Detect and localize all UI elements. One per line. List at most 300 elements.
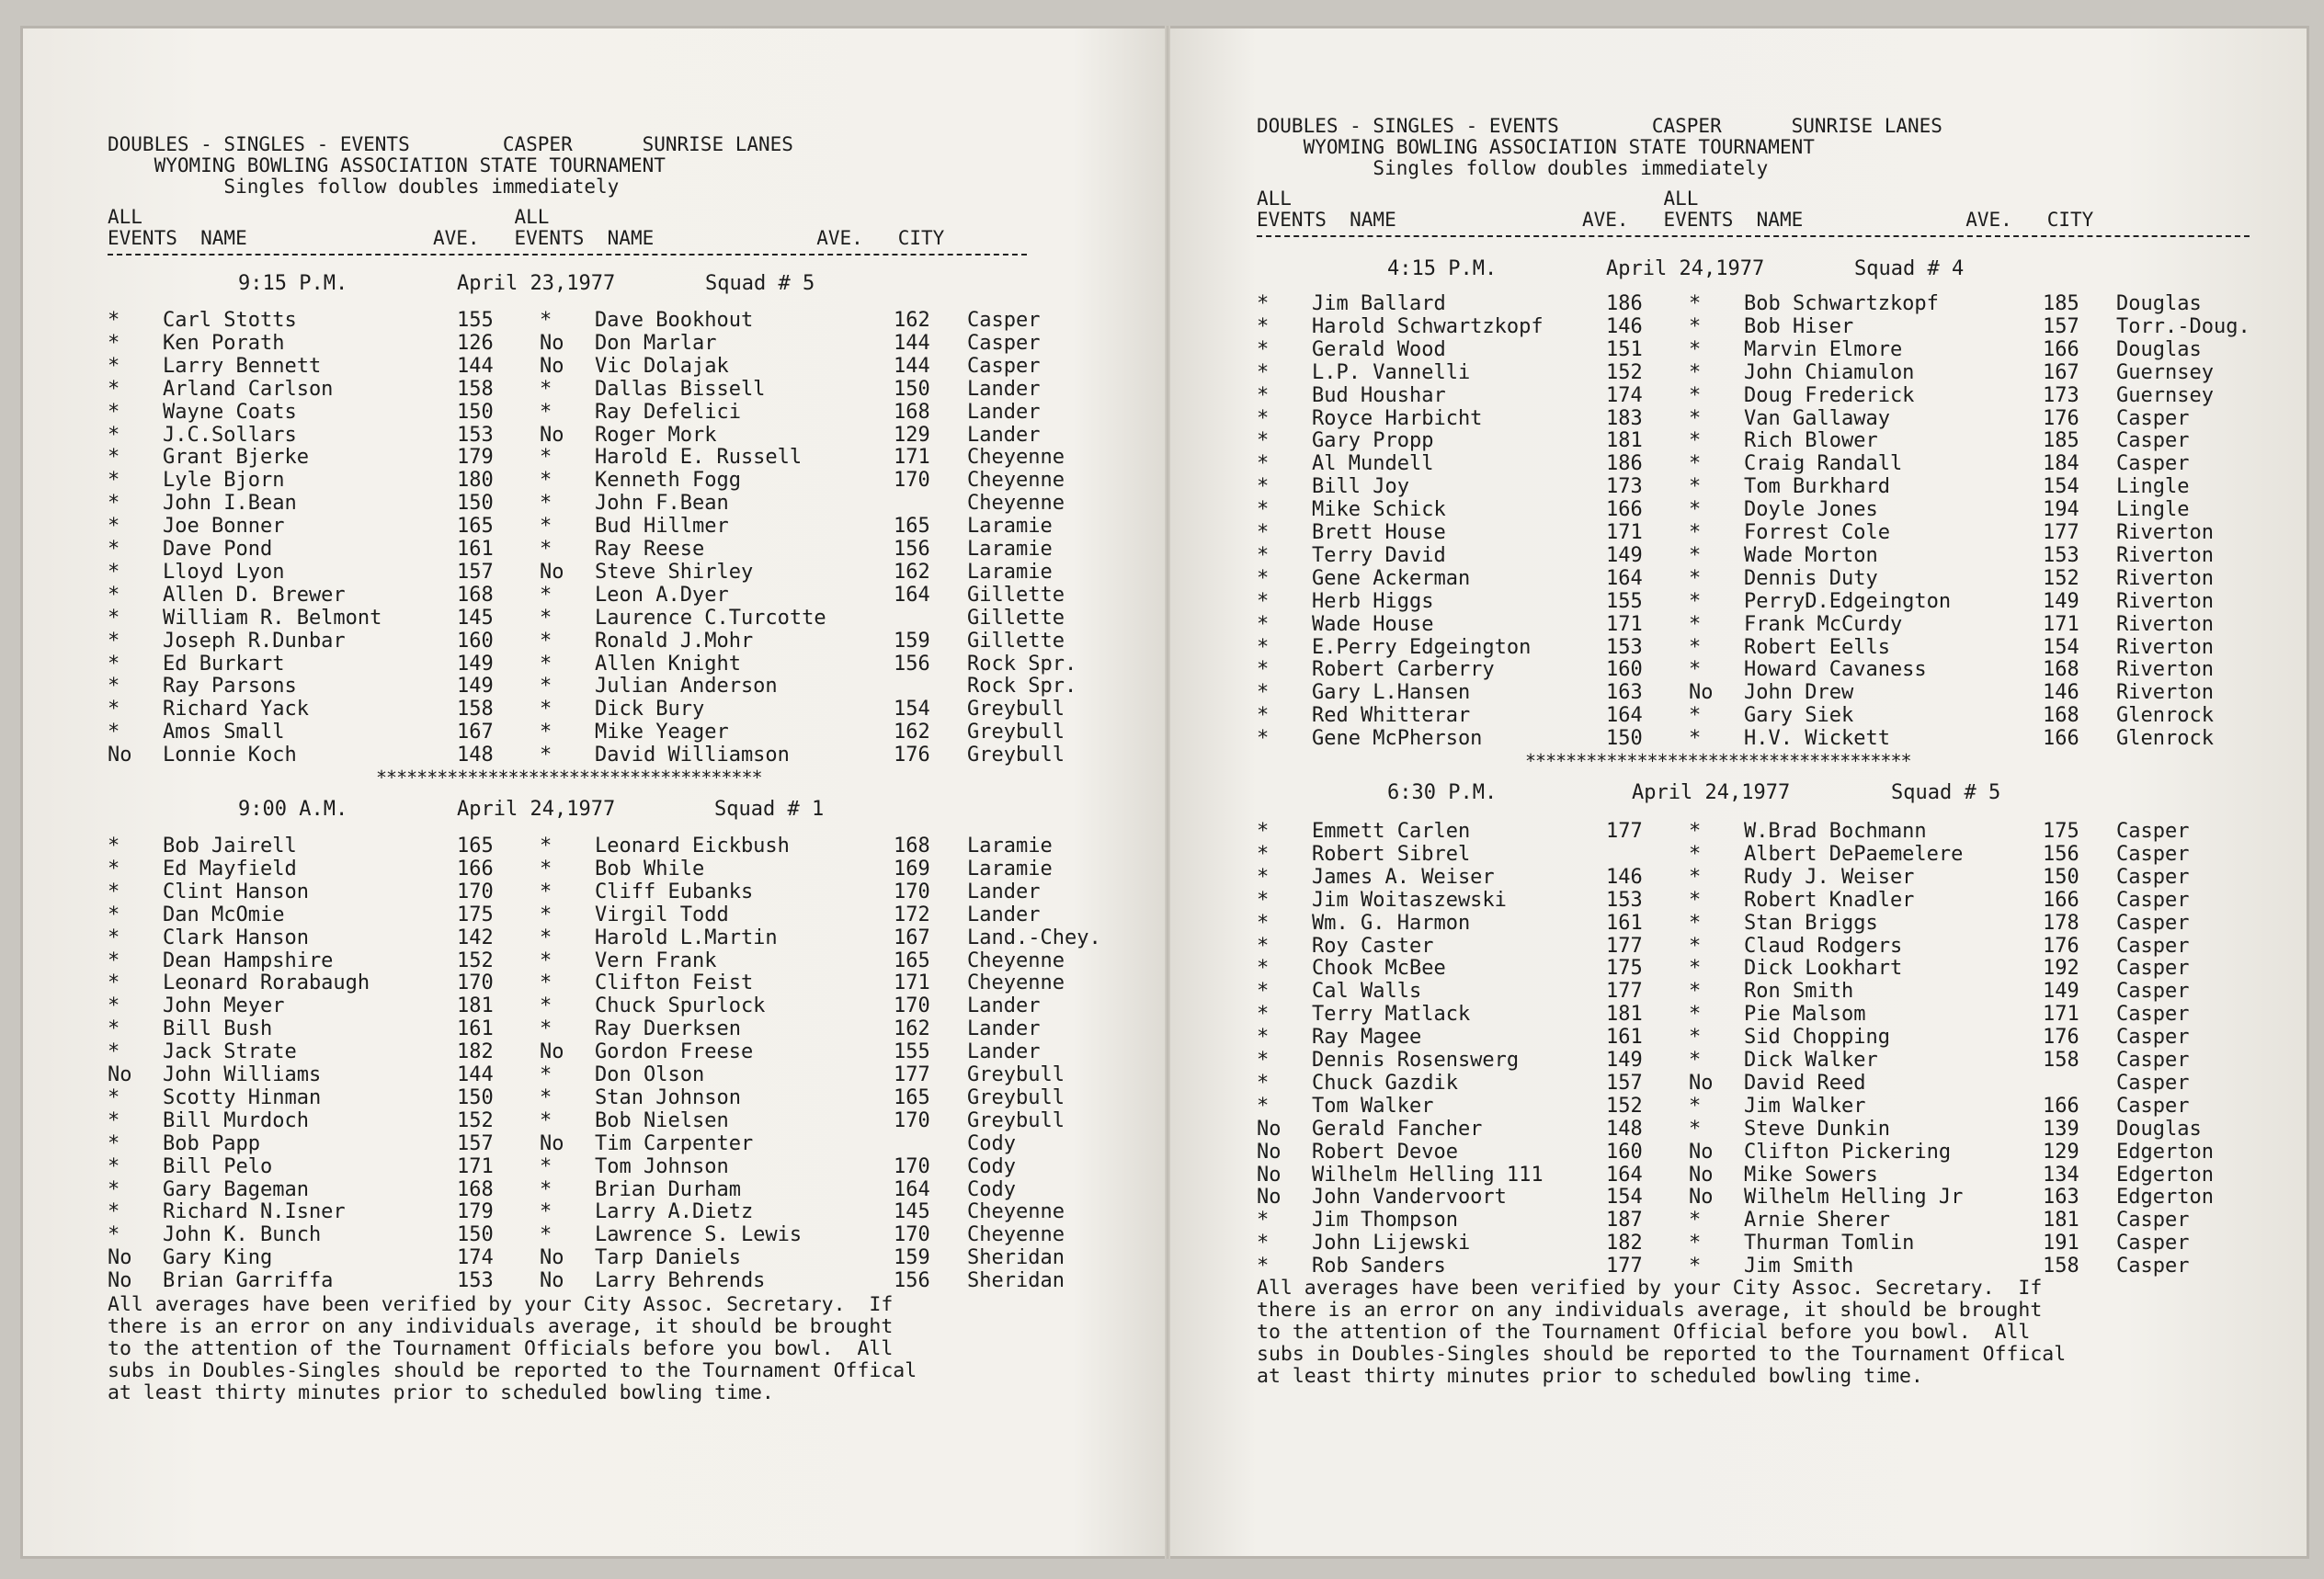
city: Laramie (967, 538, 1053, 561)
all-events-marker: * (1257, 1026, 1270, 1050)
bowler-name: Terry Matlack (1312, 1003, 1471, 1027)
all-events-marker: * (1257, 406, 1270, 430)
all-events-marker: * (108, 1108, 120, 1132)
bowler-name: Joseph R.Dunbar (163, 629, 346, 653)
all-events-marker: No (1257, 1140, 1282, 1164)
partner-name: Ron Smith (1744, 980, 1854, 1004)
partner-name: Laurence C.Turcotte (595, 606, 826, 630)
partner-name: John F.Bean (595, 492, 729, 516)
all-events-marker: * (1257, 612, 1270, 636)
all-events-marker: * (1689, 727, 1702, 751)
city: Glenrock (2116, 727, 2214, 751)
partner-average: 176 (2043, 934, 2079, 958)
city: Cody (967, 1177, 1016, 1201)
header-rule (1257, 235, 2250, 237)
all-events-marker: * (1257, 292, 1270, 315)
city: Casper (967, 331, 1041, 355)
all-events-marker: No (540, 1269, 564, 1293)
bowler-average: 179 (457, 446, 494, 470)
partner-name: Howard Cavaness (1744, 658, 1927, 682)
partner-name: Ray Defelici (595, 400, 741, 424)
bowler-average: 154 (1606, 1186, 1643, 1210)
all-events-marker: * (1689, 842, 1702, 866)
partner-average: 150 (894, 377, 930, 401)
bowler-average: 175 (457, 903, 494, 926)
all-events-marker: * (1689, 1003, 1702, 1027)
partner-name: Albert DePaemelere (1744, 842, 1964, 866)
bowler-name: Roy Caster (1312, 934, 1434, 958)
all-events-marker: * (1257, 865, 1270, 889)
squad-date: April 24,1977 (1632, 781, 1791, 804)
partner-name: Clifton Feist (595, 971, 754, 995)
bowler-name: Red Whitterar (1312, 704, 1471, 728)
partner-average: 172 (894, 903, 930, 926)
partner-name: Dick Bury (595, 698, 705, 721)
partner-average: 194 (2043, 498, 2079, 522)
partner-name: H.V. Wickett (1744, 727, 1890, 751)
partner-average: 154 (2043, 475, 2079, 499)
all-events-marker: * (1689, 1209, 1702, 1233)
partner-average: 169 (894, 857, 930, 880)
partner-name: Sid Chopping (1744, 1026, 1890, 1050)
partner-average: 159 (894, 1246, 930, 1270)
bowler-average: 152 (1606, 1094, 1643, 1118)
bowler-average: 142 (457, 926, 494, 949)
partner-name: Stan Johnson (595, 1085, 741, 1109)
partner-name: John Chiamulon (1744, 360, 1915, 384)
bowler-name: James A. Weiser (1312, 865, 1495, 889)
squad-number: Squad # 5 (1891, 781, 2001, 804)
partner-average: 184 (2043, 452, 2079, 476)
city: Guernsey (2116, 360, 2214, 384)
bowler-average: 164 (1606, 566, 1643, 590)
all-events-marker: * (108, 629, 120, 653)
right-page (1257, 26, 2324, 1559)
partner-average: 156 (894, 1269, 930, 1293)
city: Laramie (967, 857, 1053, 880)
bowler-name: John K. Bunch (163, 1223, 322, 1247)
partner-average: 170 (894, 469, 930, 493)
all-events-marker: * (1257, 314, 1270, 338)
bowler-average: 171 (457, 1154, 494, 1178)
partner-name: Lawrence S. Lewis (595, 1223, 803, 1247)
bowler-name: Gary King (163, 1246, 273, 1270)
bowler-name: Rob Sanders (1312, 1255, 1446, 1278)
bowler-name: Robert Sibrel (1312, 842, 1471, 866)
partner-average: 156 (894, 652, 930, 676)
header-title-line: DOUBLES - SINGLES - EVENTS CASPER SUNRISE LANES (108, 133, 793, 155)
partner-average: 162 (894, 560, 930, 584)
all-events-marker: * (540, 400, 553, 424)
city: Douglas (2116, 1117, 2202, 1141)
all-events-marker: * (1257, 383, 1270, 407)
all-events-marker: * (1689, 337, 1702, 361)
city: Lander (967, 994, 1041, 1018)
all-events-marker: * (540, 377, 553, 401)
partner-average: 139 (2043, 1117, 2079, 1141)
all-events-marker: * (1689, 820, 1702, 843)
partner-average: 168 (2043, 658, 2079, 682)
all-events-marker: * (540, 515, 553, 539)
bowler-average: 177 (1606, 980, 1643, 1004)
partner-average: 167 (2043, 360, 2079, 384)
bowler-average: 165 (457, 515, 494, 539)
all-events-marker: No (1689, 1071, 1714, 1095)
partner-average: 150 (2043, 865, 2079, 889)
all-events-marker: * (108, 354, 120, 378)
bowler-average: 155 (457, 309, 494, 332)
bowler-average: 174 (1606, 383, 1643, 407)
city: Casper (967, 309, 1041, 332)
partner-average: 154 (2043, 635, 2079, 659)
all-events-marker: * (540, 949, 553, 972)
bowler-name: Arland Carlson (163, 377, 334, 401)
bowler-name: Tom Walker (1312, 1094, 1434, 1118)
partner-name: Dallas Bissell (595, 377, 766, 401)
city: Laramie (967, 515, 1053, 539)
all-events-marker: No (108, 744, 132, 767)
all-events-marker: No (108, 1063, 132, 1086)
bowler-average: 177 (1606, 820, 1643, 843)
header-association-line: WYOMING BOWLING ASSOCIATION STATE TOURNAMENT (108, 154, 666, 176)
bowler-name: Ed Mayfield (163, 857, 297, 880)
partner-name: Dick Walker (1744, 1049, 1878, 1072)
bowler-name: Lyle Bjorn (163, 469, 285, 493)
bowler-name: John Vandervoort (1312, 1186, 1507, 1210)
bowler-average: 148 (457, 744, 494, 767)
header-singles-note: Singles follow doubles immediately (108, 176, 620, 198)
bowler-average: 171 (1606, 521, 1643, 544)
bowler-name: Terry David (1312, 543, 1446, 567)
partner-average: 162 (894, 721, 930, 744)
all-events-marker: * (540, 652, 553, 676)
squad-number: Squad # 5 (705, 272, 815, 295)
city: Casper (2116, 888, 2190, 912)
bowler-average: 160 (1606, 658, 1643, 682)
all-events-marker: * (1257, 543, 1270, 567)
all-events-marker: * (1257, 1255, 1270, 1278)
all-events-marker: * (1257, 589, 1270, 613)
all-events-marker: No (1689, 1186, 1714, 1210)
partner-name: W.Brad Bochmann (1744, 820, 1927, 843)
squad-time: 4:15 P.M. (1387, 257, 1498, 280)
partner-name: Bob Hiser (1744, 314, 1854, 338)
city: Edgerton (2116, 1186, 2214, 1210)
bowler-name: Brett House (1312, 521, 1446, 544)
partner-name: Mike Sowers (1744, 1163, 1878, 1187)
partner-name: Bob Schwartzkopf (1744, 292, 1939, 315)
all-events-marker: * (540, 835, 553, 858)
bowler-name: Wade House (1312, 612, 1434, 636)
all-events-marker: * (108, 903, 120, 926)
bowler-name: Carl Stotts (163, 309, 297, 332)
column-headers: EVENTS NAME AVE. EVENTS NAME AVE. CITY (1257, 209, 2094, 231)
bowler-average: 170 (457, 880, 494, 903)
partner-average: 158 (2043, 1049, 2079, 1072)
bowler-average: 150 (457, 1085, 494, 1109)
all-events-marker: * (108, 1085, 120, 1109)
all-events-marker: * (1689, 1232, 1702, 1255)
all-events-marker: * (1689, 1255, 1702, 1278)
bowler-average: 149 (457, 652, 494, 676)
partner-average: 170 (894, 994, 930, 1018)
city: Casper (967, 354, 1041, 378)
bowler-name: Allen D. Brewer (163, 583, 346, 607)
bowler-name: John Williams (163, 1063, 322, 1086)
partner-average: 159 (894, 629, 930, 653)
squad-date: April 24,1977 (1606, 257, 1765, 280)
bowler-average: 153 (1606, 635, 1643, 659)
bowler-name: Dave Pond (163, 538, 273, 561)
bowler-average: 180 (457, 469, 494, 493)
partner-name: Claud Rodgers (1744, 934, 1903, 958)
partner-name: David Williamson (595, 744, 790, 767)
all-events-marker: * (540, 583, 553, 607)
partner-average: 145 (894, 1200, 930, 1224)
city: Douglas (2116, 337, 2202, 361)
all-events-marker: * (1689, 589, 1702, 613)
bowler-name: Ray Parsons (163, 675, 297, 699)
bowler-name: William R. Belmont (163, 606, 382, 630)
city: Cody (967, 1131, 1016, 1155)
city: Riverton (2116, 635, 2214, 659)
partner-name: Dennis Duty (1744, 566, 1878, 590)
bowler-name: Joe Bonner (163, 515, 285, 539)
partner-average: 146 (2043, 681, 2079, 705)
bowler-average: 161 (457, 538, 494, 561)
partner-average: 185 (2043, 429, 2079, 453)
bowler-name: Harold Schwartzkopf (1312, 314, 1544, 338)
partner-name: Tarp Daniels (595, 1246, 741, 1270)
bowler-name: Clark Hanson (163, 926, 309, 949)
bowler-average: 166 (1606, 498, 1643, 522)
partner-name: Robert Knadler (1744, 888, 1915, 912)
bowler-name: Lloyd Lyon (163, 560, 285, 584)
header-title-line: DOUBLES - SINGLES - EVENTS CASPER SUNRISE LANES (1257, 115, 1942, 137)
bowler-name: Bill Pelo (163, 1154, 273, 1178)
bowler-average: 157 (1606, 1071, 1643, 1095)
bowler-name: Grant Bjerke (163, 446, 309, 470)
city: Guernsey (2116, 383, 2214, 407)
bowler-average: 171 (1606, 612, 1643, 636)
all-events-marker: * (108, 1131, 120, 1155)
partner-name: Bob Nielsen (595, 1108, 729, 1132)
all-events-marker: * (540, 880, 553, 903)
all-events-marker: No (108, 1246, 132, 1270)
all-events-marker: * (108, 880, 120, 903)
bowler-average: 179 (457, 1200, 494, 1224)
all-events-marker: * (1257, 957, 1270, 981)
bowler-name: Gerald Wood (1312, 337, 1446, 361)
city: Cheyenne (967, 492, 1065, 516)
all-events-marker: * (540, 903, 553, 926)
partner-average: 129 (894, 423, 930, 447)
bowler-average: 149 (1606, 543, 1643, 567)
all-events-marker: No (540, 1131, 564, 1155)
partner-name: Harold E. Russell (595, 446, 803, 470)
partner-name: Ray Duerksen (595, 1017, 741, 1041)
partner-name: Harold L.Martin (595, 926, 778, 949)
all-events-marker: * (540, 606, 553, 630)
city: Casper (2116, 980, 2190, 1004)
all-events-marker: * (540, 744, 553, 767)
all-events-marker: * (1257, 429, 1270, 453)
partner-name: Larry Behrends (595, 1269, 766, 1293)
partner-average: 185 (2043, 292, 2079, 315)
averages-note: All averages have been verified by your City Assoc. Secretary. If there is an error on any individuals average, it should be brought to the attention of the Tournament Officials before you bowl. All subs in Doubles-Singles should be reported to the Tournament Offical at least thirty minutes prior to scheduled bowling time. (108, 1293, 917, 1404)
city: Riverton (2116, 681, 2214, 705)
partner-name: PerryD.Edgeington (1744, 589, 1952, 613)
partner-name: David Reed (1744, 1071, 1866, 1095)
partner-average: 191 (2043, 1232, 2079, 1255)
partner-name: Tom Johnson (595, 1154, 729, 1178)
squad-time: 9:00 A.M. (238, 798, 348, 821)
partner-name: Dick Lookhart (1744, 957, 1903, 981)
partner-average: 177 (2043, 521, 2079, 544)
all-events-marker: * (108, 377, 120, 401)
city: Rock Spr. (967, 675, 1077, 699)
city: Cheyenne (967, 971, 1065, 995)
partner-name: Tom Burkhard (1744, 475, 1890, 499)
city: Greybull (967, 1108, 1065, 1132)
bowler-name: Scotty Hinman (163, 1085, 322, 1109)
bowler-average: 151 (1606, 337, 1643, 361)
city: Casper (2116, 1003, 2190, 1027)
all-events-marker: * (108, 515, 120, 539)
bowler-average: 146 (1606, 314, 1643, 338)
bowler-name: Larry Bennett (163, 354, 322, 378)
bowler-average: 182 (1606, 1232, 1643, 1255)
bowler-average: 152 (1606, 360, 1643, 384)
city: Greybull (967, 744, 1065, 767)
all-events-marker: * (540, 675, 553, 699)
bowler-name: Lonnie Koch (163, 744, 297, 767)
bowler-average: 150 (457, 400, 494, 424)
bowler-name: Mike Schick (1312, 498, 1446, 522)
bowler-name: J.C.Sollars (163, 423, 297, 447)
all-events-marker: * (540, 469, 553, 493)
all-events-marker: * (1257, 521, 1270, 544)
all-events-marker: * (1689, 452, 1702, 476)
bowler-name: John Meyer (163, 994, 285, 1018)
partner-average: 154 (894, 698, 930, 721)
city: Casper (2116, 957, 2190, 981)
partner-name: Doyle Jones (1744, 498, 1878, 522)
partner-average: 156 (2043, 842, 2079, 866)
all-events-marker: * (1689, 429, 1702, 453)
partner-average: 168 (894, 400, 930, 424)
partner-average: 166 (2043, 1094, 2079, 1118)
city: Cheyenne (967, 469, 1065, 493)
partner-name: Julian Anderson (595, 675, 778, 699)
all-events-marker: * (540, 538, 553, 561)
partner-name: Cliff Eubanks (595, 880, 754, 903)
city: Casper (2116, 1026, 2190, 1050)
all-events-marker: * (1257, 681, 1270, 705)
header-all-label: ALL ALL (1257, 187, 1699, 210)
partner-average: 171 (2043, 612, 2079, 636)
bowler-average: 181 (1606, 429, 1643, 453)
partner-average: 129 (2043, 1140, 2079, 1164)
all-events-marker: * (540, 1017, 553, 1041)
all-events-marker: * (1257, 980, 1270, 1004)
city: Riverton (2116, 612, 2214, 636)
bowler-name: Robert Carberry (1312, 658, 1495, 682)
all-events-marker: * (540, 926, 553, 949)
city: Greybull (967, 1063, 1065, 1086)
left-page (108, 26, 1211, 1559)
all-events-marker: No (540, 1246, 564, 1270)
all-events-marker: * (108, 698, 120, 721)
all-events-marker: * (1689, 566, 1702, 590)
bowler-name: L.P. Vannelli (1312, 360, 1471, 384)
bowler-name: Amos Small (163, 721, 285, 744)
bowler-average: 149 (1606, 1049, 1643, 1072)
all-events-marker: * (108, 835, 120, 858)
partner-average: 134 (2043, 1163, 2079, 1187)
partner-name: Stan Briggs (1744, 911, 1878, 935)
partner-average: 166 (2043, 337, 2079, 361)
partner-average: 176 (2043, 406, 2079, 430)
all-events-marker: * (540, 971, 553, 995)
partner-name: Vern Frank (595, 949, 717, 972)
city: Casper (2116, 1071, 2190, 1095)
city: Glenrock (2116, 704, 2214, 728)
partner-average: 170 (894, 880, 930, 903)
bowler-average: 153 (457, 423, 494, 447)
bowler-name: Clint Hanson (163, 880, 309, 903)
bowler-average: 150 (457, 492, 494, 516)
squad-date: April 23,1977 (457, 272, 616, 295)
all-events-marker: No (1689, 1140, 1714, 1164)
partner-average: 164 (894, 1177, 930, 1201)
partner-average: 163 (2043, 1186, 2079, 1210)
bowler-average: 149 (457, 675, 494, 699)
all-events-marker: * (1689, 1026, 1702, 1050)
all-events-marker: * (1689, 383, 1702, 407)
bowler-average: 166 (457, 857, 494, 880)
all-events-marker: * (540, 1223, 553, 1247)
partner-name: Tim Carpenter (595, 1131, 754, 1155)
bowler-name: Ed Burkart (163, 652, 285, 676)
all-events-marker: * (1689, 292, 1702, 315)
all-events-marker: No (1257, 1163, 1282, 1187)
partner-name: Ray Reese (595, 538, 705, 561)
city: Casper (2116, 1232, 2190, 1255)
bowler-average: 164 (1606, 1163, 1643, 1187)
all-events-marker: * (108, 721, 120, 744)
bowler-name: Bob Jairell (163, 835, 297, 858)
city: Lander (967, 1040, 1041, 1064)
partner-name: Wade Morton (1744, 543, 1878, 567)
bowler-name: Wilhelm Helling 111 (1312, 1163, 1544, 1187)
partner-name: Larry A.Dietz (595, 1200, 754, 1224)
bowler-average: 146 (1606, 865, 1643, 889)
city: Cheyenne (967, 1223, 1065, 1247)
city: Douglas (2116, 292, 2202, 315)
header-all-label: ALL ALL (108, 206, 550, 228)
partner-name: Clifton Pickering (1744, 1140, 1952, 1164)
partner-average: 162 (894, 309, 930, 332)
all-events-marker: * (1257, 727, 1270, 751)
partner-average: 176 (2043, 1026, 2079, 1050)
all-events-marker: * (1689, 704, 1702, 728)
bowler-average: 161 (1606, 911, 1643, 935)
bowler-average: 160 (1606, 1140, 1643, 1164)
all-events-marker: No (1689, 1163, 1714, 1187)
bowler-average: 157 (457, 560, 494, 584)
bowler-name: Brian Garriffa (163, 1269, 334, 1293)
